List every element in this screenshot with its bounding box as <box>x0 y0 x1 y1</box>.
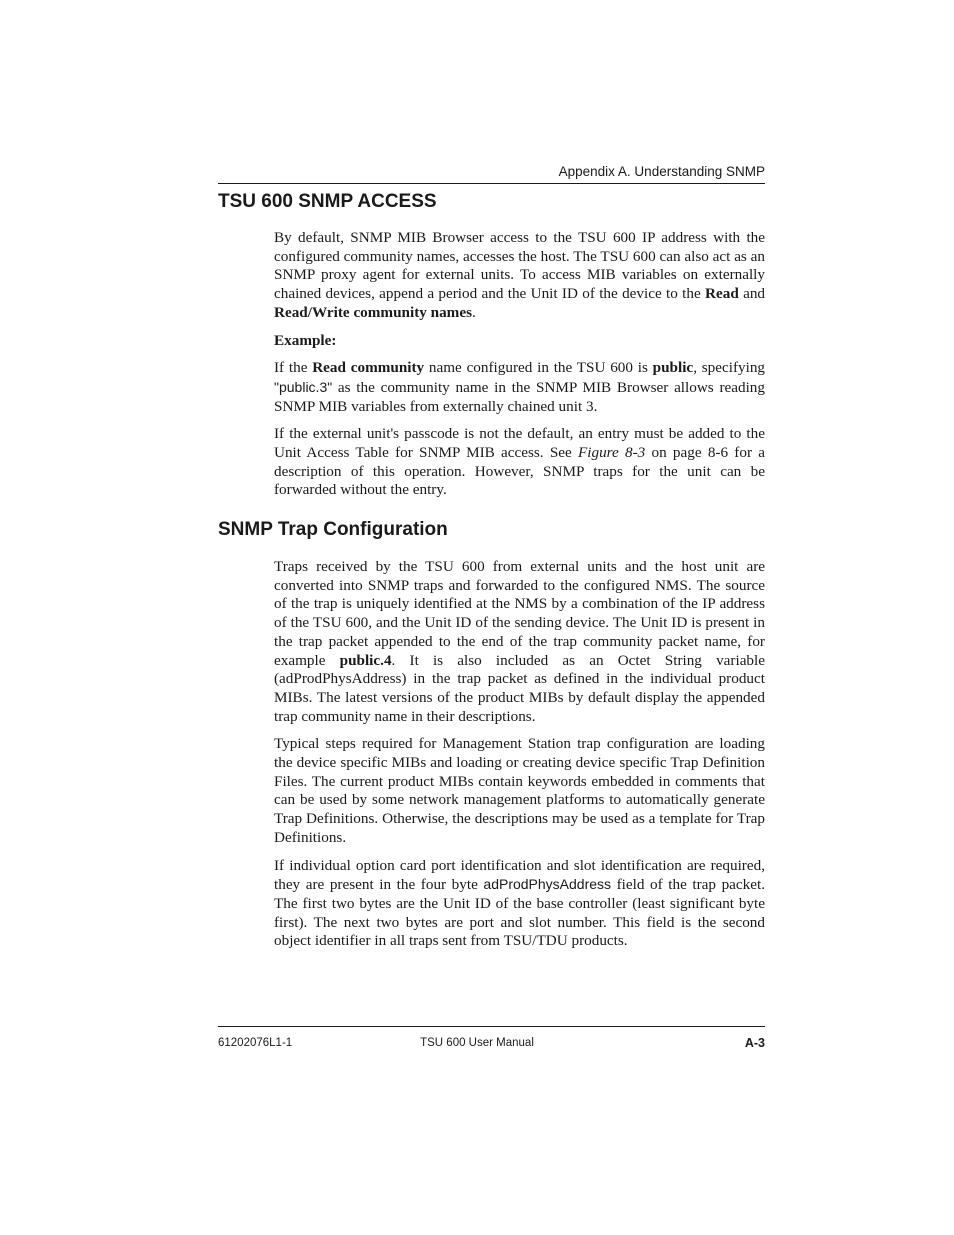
footer-manual-title: TSU 600 User Manual <box>420 1037 534 1049</box>
text-run: By default, SNMP MIB Browser access to the TSU 600 IP address with the configured community names, accesses the host. The TSU 600 can also act as an SNMP proxy agent for external units. To access MIB variables on externally chained devices, append a period and the Unit ID of the device to the <box>274 229 765 303</box>
text-run: and <box>738 285 766 303</box>
text-run: . <box>471 303 476 321</box>
text-run: name configured in the TSU 600 is <box>424 359 653 377</box>
paragraph <box>274 558 765 726</box>
bold-term: Read community <box>312 359 425 377</box>
paragraph <box>274 857 765 952</box>
text-run: If the external unit's passcode is not the default, an entry must be added to the Unit Access Table for SNMP MIB access. See <box>274 425 765 462</box>
paragraph <box>274 359 765 416</box>
code-term: adProdPhysAddress <box>483 876 612 893</box>
footer-rule <box>218 1026 765 1027</box>
text-run: on page 8-6 for a description of this operation. However, SNMP traps for the unit can be forwarded without the entry. <box>274 444 765 499</box>
text-run: field of the trap packet. The first two bytes are the Unit ID of the base controller (least significant byte first). The next two bytes are port and slot number. This field is the second object identifier in all traps sent from TSU/TDU products. <box>274 876 766 950</box>
footer-doc-number: 61202076L1-1 <box>218 1037 293 1049</box>
text-run: . It is also included as an Octet String variable (adProdPhysAddress) in the trap packet as defined in the individual product MIBs. The latest versions of the product MIBs by default display the appended trap community name in their descriptions. <box>274 651 765 725</box>
section-heading-trap-configuration: SNMP Trap Configuration <box>218 519 448 540</box>
running-header: Appendix A. Understanding SNMP <box>558 164 765 179</box>
text-run: , specifying <box>693 359 766 377</box>
trap-configuration-body <box>274 558 765 960</box>
bold-term: public.4 <box>339 651 392 669</box>
paragraph <box>274 229 765 323</box>
figure-reference: Figure 8-3 <box>578 444 646 462</box>
text-run: If individual option card port identification and slot identification are required, they are present in the four byte <box>274 856 765 894</box>
text-run: Traps received by the TSU 600 from external units and the host unit are converted into SNMP traps and forwarded to the configured NMS. The source of the trap is uniquely identified at the NMS by a combination of the IP address of the TSU 600, and the Unit ID of the sending device. The Unit ID is present in the trap packet appended to the end of the trap community packet name, for example <box>274 558 765 669</box>
text-run: If the <box>274 359 313 377</box>
example-label-text: Example: <box>274 331 337 349</box>
text-run: as the community name in the SNMP MIB Browser allows reading SNMP MIB variables from externally chained unit 3. <box>274 378 765 415</box>
bold-term: Read/Write community names <box>274 303 472 321</box>
paragraph <box>274 425 765 500</box>
bold-term: public <box>652 359 694 377</box>
footer-page-number: A-3 <box>744 1036 765 1050</box>
bold-term: Read <box>705 285 739 303</box>
snmp-access-body <box>274 229 765 509</box>
paragraph: Typical steps required for Management Station trap configuration are loading the device specific MIBs and loading or creating device specific Trap Definition Files. The current product MIBs contain keywords embedded in comments that can be used by some network management platforms to automatically generate Trap Definitions. Otherwise, the descriptions may be used as a template for Trap Definitions. <box>274 735 765 846</box>
header-rule <box>218 183 765 184</box>
section-heading-snmp-access: TSU 600 SNMP ACCESS <box>218 191 437 212</box>
code-term: "public.3" <box>274 378 333 395</box>
example-label <box>274 332 765 351</box>
